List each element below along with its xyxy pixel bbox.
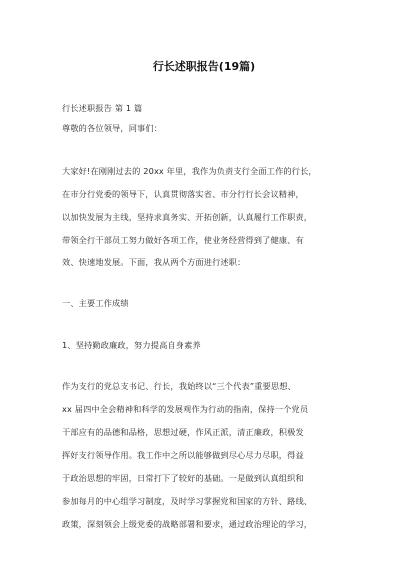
intro-line: 带领全行干部员工努力做好各项工作，使业务经营得到了健康、有 xyxy=(62,235,304,245)
body-line: 干部应有的品德和品格，思想过硬，作风正派，清正廉政，积极发 xyxy=(62,427,304,437)
section-label: 行长述职报告 第 1 篇 xyxy=(62,103,143,113)
subsection-heading: 1、坚持勤政廉政，努力提高自身素养 xyxy=(62,340,201,350)
intro-line: 效、快速地发展。下面，我从两个方面进行述职： xyxy=(62,257,246,267)
body-line: xx 届四中全会精神和科学的发展观作为行动的指南，保持一个党员 xyxy=(62,404,309,414)
salutation: 尊敬的各位领导，同事们： xyxy=(62,123,163,133)
body-line: 参加每月的中心组学习制度，及时学习掌握党和国家的方针、路线、 xyxy=(62,496,313,506)
intro-line: 大家好!在刚刚过去的 20xx 年里，我作为负责支行全面工作的行长， xyxy=(62,166,317,176)
document-title: 行长述职报告(19篇) xyxy=(152,60,256,73)
body-line: 于政治思想的牢固，日常打下了较好的基础。一是做到认真组织和 xyxy=(62,473,304,483)
body-line: 挥好支行领导作用。我工作中之所以能够做到尽心尽力尽职，得益 xyxy=(62,450,304,460)
body-line: 政策，深刻领会上级党委的战略部署和要求，通过政治理论的学习， xyxy=(62,519,313,529)
body-line: 作为支行的党总支书记、行长，我始终以“三个代表”重要思想、 xyxy=(62,381,296,391)
section-heading: 一、主要工作成绩 xyxy=(62,298,129,308)
intro-line: 在市分行党委的领导下，认真贯彻落实省、市分行行长会议精神， xyxy=(62,189,304,199)
intro-line: 以加快发展为主线，坚持求真务实、开拓创新，认真履行工作职责， xyxy=(62,212,313,222)
